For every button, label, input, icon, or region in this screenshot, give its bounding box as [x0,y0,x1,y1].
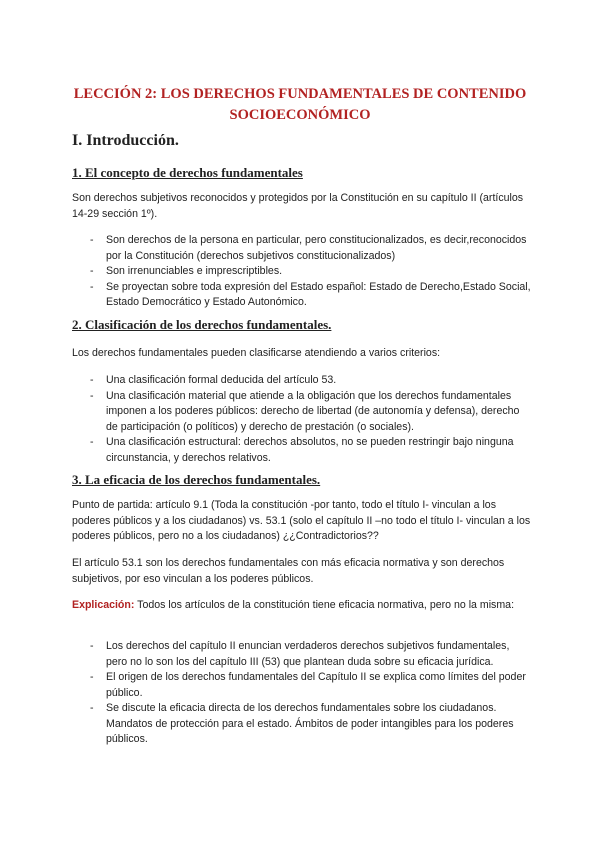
section-3-paragraph-1: Punto de partida: artículo 9.1 (Toda la constitución -por tanto, todo el título I- vinculan a los poderes públicos y a los ciudadanos) vs. 53.1 (solo el capítulo II –no todo el título I- vinculan a los poderes públicos, pero no a los ciudadanos) ¿¿Contradictorios?? [72,499,531,542]
section-2-list [72,373,532,466]
explicacion-text: Todos los artículos de la constitución tiene eficacia normativa, pero no la misma: [134,599,515,611]
list-item: - Una clasificación estructural: derechos absolutos, no se pueden restringir bajo ninguna circunstancia, y derechos relativos. [72,435,532,466]
section-1-paragraph: Son derechos subjetivos reconocidos y protegidos por la Constitución en su capítulo II (artículos 14-29 sección 1º). [72,192,524,220]
section-3-paragraph-2: El artículo 53.1 son los derechos fundamentales con más eficacia normativa y son derechos subjetivos, por eso vinculan a los poderes públicos. [72,557,505,585]
title-line-2: SOCIOECONÓMICO [229,107,371,123]
list-item: - Son derechos de la persona en particular, pero constitucionalizados, es decir,reconocidos por la Constitución (derechos subjetivos constitucionalizados) [72,233,532,264]
section-2-paragraph: Los derechos fundamentales pueden clasificarse atendiendo a varios criterios: [72,347,441,359]
title-line-1: LECCIÓN 2: LOS DERECHOS FUNDAMENTALES DE CONTENIDO [73,86,527,102]
section-3-heading: 3. La eficacia de los derechos fundamentales. [72,472,321,487]
document-title [0,84,600,126]
list-item: - Una clasificación formal deducida del artículo 53. [72,373,532,389]
section-3-list [72,639,532,748]
list-item: - Los derechos del capítulo II enuncian verdaderos derechos subjetivos fundamentales, pero no lo son los del capítulo III (53) que plantean duda sobre su eficacia jurídica. [72,639,532,670]
explicacion-paragraph [72,598,534,614]
list-item: - Una clasificación material que atiende a la obligación que los derechos fundamentales imponen a los poderes públicos: derecho de libertad (de autonomía y defensa), derecho de participación (o políticos) y derecho de prestación (o sociales). [72,389,532,436]
list-item: - Se proyectan sobre toda expresión del Estado español: Estado de Derecho,Estado Social, Estado Democrático y Estado Autonómico. [72,280,532,311]
list-item: - Se discute la eficacia directa de los derechos fundamentales sobre los ciudadanos. Mandatos de protección para el estado. Ámbitos de poder intangibles para los poderes públicos. [72,701,532,748]
list-item: - El origen de los derechos fundamentales del Capítulo II se explica como límites del poder público. [72,670,532,701]
section-2-heading: 2. Clasificación de los derechos fundamentales. [72,317,332,332]
list-item: - Son irrenunciables e imprescriptibles. [72,264,532,280]
section-1-list [72,233,532,311]
explicacion-label: Explicación: [72,599,135,611]
section-1-heading: 1. El concepto de derechos fundamentales [72,165,303,180]
section-introduction-heading: I. Introducción. [72,132,179,149]
